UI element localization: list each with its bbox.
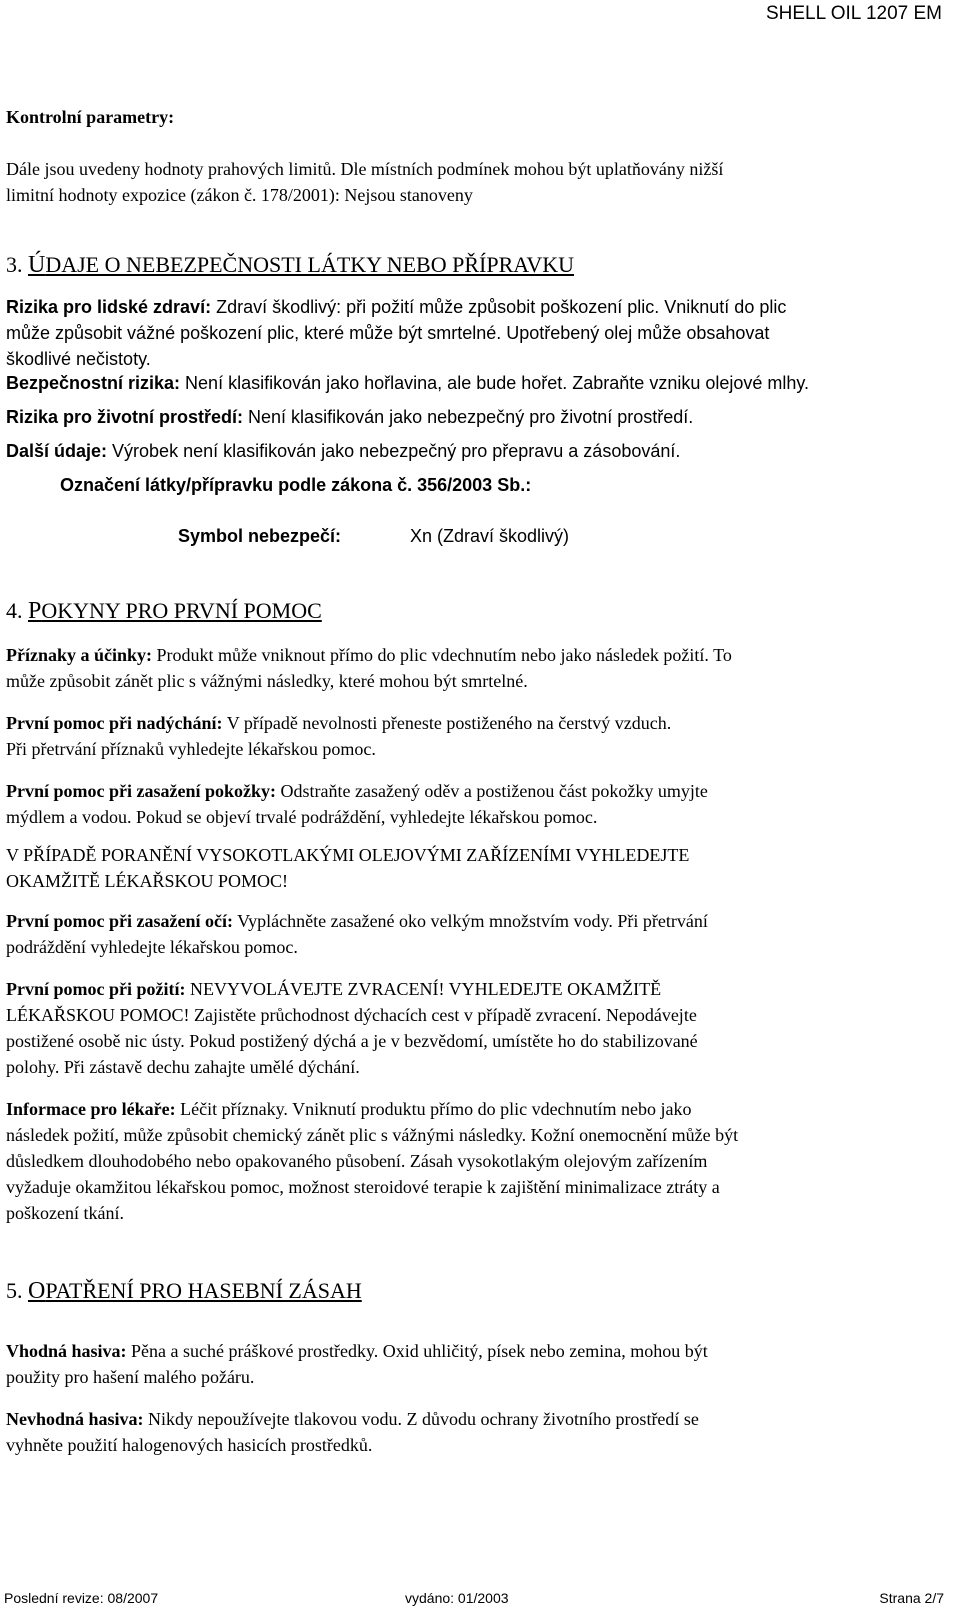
section-4-physician-info: Informace pro lékaře: Léčit příznaky. Vniknutí produktu přímo do plic vdechnutím nebo jako následek požití, může způsobit chemický zánět plic s vážnými následky. Kožní onemocnění může být důsledkem dlouhodobého nebo opakovaného působení. Zásah vysokotlakým olejovým zařízením vyžaduje okamžitou lékařskou pomoc, možnost steroidové terapie k zajištění minimalizace ztráty a poškození tkání. <box>6 1099 739 1223</box>
hazard-symbol-label: Symbol nebezpečí: <box>178 526 342 546</box>
section-4-ingestion: První pomoc při požití: NEVYVOLÁVEJTE ZVRACENÍ! VYHLEDEJTE OKAMŽITĚ LÉKAŘSKOU POMOC! Zajistěte průchodnost dýchacích cest v případě zvracení. Nepodávejte postižené osobě nic ústy. Pokud postižený dýchá a je v bezvědomí, umístěte ho do stabilizované polohy. Při zástavě dechu zahajte umělé dýchání. <box>6 979 698 1077</box>
section-4-high-pressure-warning: V PŘÍPADĚ PORANĚNÍ VYSOKOTLAKÝMI OLEJOVÝMI ZAŘÍZENÍMI VYHLEDEJTE OKAMŽITĚ LÉKAŘSKOU POMOC! <box>6 845 690 891</box>
section-3-heading: 3. ÚDAJE O NEBEZPEČNOSTI LÁTKY NEBO PŘÍPRAVKU <box>6 252 574 278</box>
section-4-heading: 4. POKYNY PRO PRVNÍ POMOC <box>6 598 322 624</box>
section-5-suitable-agents: Vhodná hasiva: Pěna a suché práškové prostředky. Oxid uhličitý, písek nebo zemina, mohou být použity pro hašení malého požáru. <box>6 1341 708 1387</box>
section-5-unsuitable-agents: Nevhodná hasiva: Nikdy nepoužívejte tlakovou vodu. Z důvodu ochrany životního prostředí se vyhněte použití halogenových hasicích prostředků. <box>6 1409 699 1455</box>
section-3-other-info: Další údaje: Výrobek není klasifikován jako nebezpečný pro přepravu a zásobování. <box>6 441 681 461</box>
footer-revision: Poslední revize: 08/2007 <box>4 1590 159 1606</box>
kontrolni-text: Dále jsou uvedeny hodnoty prahových limitů. Dle místních podmínek mohou být uplatňovány nižší limitní hodnoty expozice (zákon č. 178/2001): Nejsou stanoveny <box>6 159 724 205</box>
section-4-symptoms: Příznaky a účinky: Produkt může vniknout přímo do plic vdechnutím nebo jako následek požití. To může způsobit zánět plic s vážnými následky, které mohou být smrtelné. <box>6 645 732 691</box>
footer-page-number: Strana 2/7 <box>879 1590 944 1606</box>
section-4-eye-contact: První pomoc při zasažení očí: Vypláchněte zasažené oko velkým množstvím vody. Při přetrvání podráždění vyhledejte lékařskou pomoc. <box>6 911 708 957</box>
section-4-inhalation: První pomoc při nadýchání: V případě nevolnosti přeneste postiženého na čerstvý vzduch. Při přetrvání příznaků vyhledejte lékařskou pomoc. <box>6 713 672 759</box>
section-3-environment-risks: Rizika pro životní prostředí: Není klasifikován jako nebezpečný pro životní prostředí. <box>6 407 694 427</box>
section-3-labeling-title: Označení látky/přípravku podle zákona č. 356/2003 Sb.: <box>60 475 532 495</box>
section-3-health-risks: Rizika pro lidské zdraví: Zdraví škodlivý: při požití může způsobit poškození plic. Vniknutí do plic může způsobit vážné poškození plic, které může být smrtelné. Upotřebený olej může obsahovat škodlivé nečistoty. <box>6 297 787 369</box>
hazard-symbol-value: Xn (Zdraví škodlivý) <box>410 526 570 546</box>
section-3-safety-risks: Bezpečnostní rizika: Není klasifikován jako hořlavina, ale bude hořet. Zabraňte vzniku olejové mlhy. <box>6 373 810 393</box>
footer-issued: vydáno: 01/2003 <box>405 1590 509 1606</box>
section-4-skin-contact: První pomoc při zasažení pokožky: Odstraňte zasažený oděv a postiženou část pokožky umyjte mýdlem a vodou. Pokud se objeví trvalé podráždění, vyhledejte lékařskou pomoc. <box>6 781 708 827</box>
section-5-heading: 5. OPATŘENÍ PRO HASEBNÍ ZÁSAH <box>6 1278 362 1304</box>
kontrolni-title: Kontrolní parametry: <box>6 107 175 127</box>
header-product-name: SHELL OIL 1207 EM <box>765 3 942 24</box>
